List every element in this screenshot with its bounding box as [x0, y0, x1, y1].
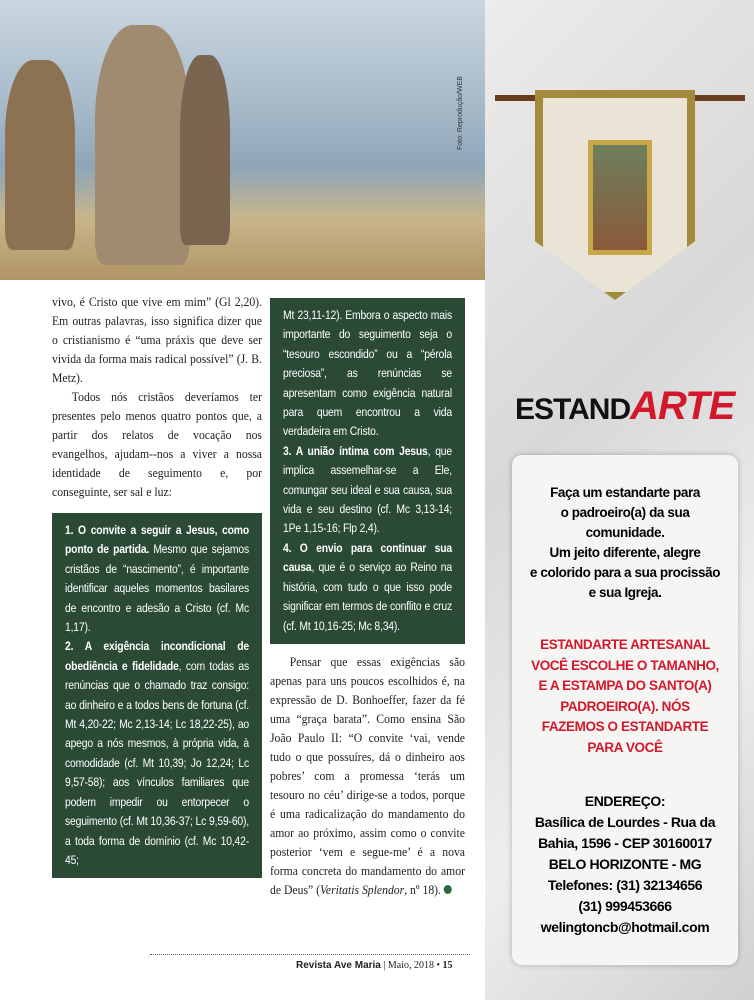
phone: Telefones: (31) 32134656	[547, 877, 703, 893]
address-label: ENDEREÇO:	[584, 793, 666, 809]
point-2-heading: 2. A exigência incondicional de obediência e fidelidade	[65, 639, 249, 673]
logo-part-2: ARTE	[630, 384, 735, 428]
line: Um jeito diferente, alegre	[549, 545, 701, 560]
photo-credit: Foto: Reprodução/WEB	[457, 76, 464, 150]
line: e sua Igreja.	[588, 585, 662, 600]
separator: |	[383, 960, 386, 971]
jesus-disciples-photo	[0, 0, 485, 280]
magazine-name: Revista Ave Maria	[296, 960, 381, 971]
issue-date: Maio, 2018 •	[387, 960, 440, 971]
phone: (31) 999453666	[578, 898, 672, 914]
column-1-text	[52, 292, 262, 501]
estandarte-advertisement	[485, 0, 754, 1000]
line: PARA VOCÊ	[587, 739, 663, 755]
point-2-text: , com todas as renúncias que o chamado traz consigo: ao dinheiro e a todos bens de fortuna (cf. Mt 4,20-22; Mc 2,13-14; Lc 18,22-25), ao apego a nós mesmos, à própria vida, à comodidade (cf. Mt 10,39; Jo 12,24; Lc 9,57-58); aos vínculos familiares que podem impedir ou entorpecer o seguimento (cf. Mt 10,36-37; Lc 9,59-60), a toda forma de domínio (cf. Mc 10,42-45;	[65, 658, 249, 867]
estandarte-logo	[515, 384, 734, 429]
footer-divider	[150, 954, 470, 955]
sidebar-box-2	[270, 298, 465, 644]
point-4-heading: 4. O envio para continuar sua causa	[283, 540, 452, 575]
intro-text	[512, 483, 738, 603]
line: VOCÊ ESCOLHE O TAMANHO,	[531, 657, 719, 673]
page-number: 15	[442, 960, 453, 971]
ad-info-card	[512, 455, 738, 965]
saint-image	[588, 140, 652, 255]
point-1-heading: 1. O convite a seguir a Jesus, como ponto de partida.	[65, 523, 249, 557]
paragraph: vivo, é Cristo que vive em mim” (Gl 2,20). Em outras palavras, isso significa dizer que o cristianismo é “uma práxis que deve ser vivida da forma mais radical possível” (J. B. Metz).	[52, 294, 262, 385]
address-line: Bahia, 1596 - CEP 30160017	[538, 835, 712, 851]
paragraph-text: Pensar que essas exigências são apenas para uns poucos escolhidos é, na expressão de D. Bonhoeffer, fazer da fé uma “graça barata”. Como ensina São João Paulo II: “O convite ‘vai, vende tudo o que possuíres, dá o dinheiro aos pobres’ com a promessa ‘terás um tesouro no céu’ dirige-se a todos, porque é uma radicalização do mandamento do amor ao próximo, assim como o convite posterior ‘vem e segue-me’ é a nova forma concreta do mandamento do amor de Deus” (	[270, 653, 465, 897]
column-2-text	[270, 652, 465, 899]
paragraph-end: , nº 18).	[404, 881, 441, 897]
sidebar-box-1	[52, 513, 262, 878]
point-3-text: , que implica assemelhar-se a Ele, comungar seu ideal e sua causa, sua vida e seu destino (cf. Mc 3,13-14; 1Pe 1,15-16; Flp 2,4).	[283, 443, 452, 536]
line: PADROEIRO(A). NÓS	[560, 698, 690, 714]
column-1	[52, 292, 262, 878]
line: E A ESTAMPA DO SANTO(A)	[538, 678, 712, 693]
line: comunidade.	[585, 525, 665, 540]
address-line: Basílica de Lourdes - Rua da	[534, 814, 716, 830]
point-3-heading: 3. A união íntima com Jesus	[283, 443, 428, 458]
logo-part-1: ESTAND	[515, 393, 631, 426]
address-city: BELO HORIZONTE - MG	[548, 856, 702, 872]
continued-text: Mt 23,11-12). Embora o aspecto mais importante do seguimento seja o “tesouro escondido” ou a “pérola preciosa”, as renúncias se apresentam como exigência natural para quem encontrou a vida verdadeira em Cristo.	[283, 308, 452, 439]
citation: Veritatis Splendor	[320, 881, 405, 897]
point-4-text: , que é o serviço ao Reino na história, com tudo o que isso pode significar em termos de conflito e cruz (cf. Mt 10,16-25; Mc 8,34).	[283, 560, 452, 633]
paragraph: Todos nós cristãos deveríamos ter presentes pelo menos quatro pontos que, a partir dos relatos de vocação nos evangelhos, ajudam--nos a viver a nossa identidade de seguimento e, por conseguinte, ser sal e luz:	[52, 389, 262, 499]
line: e colorido para a sua procissão	[529, 565, 721, 580]
address-block	[512, 791, 738, 938]
point-1-text: Mesmo que sejamos cristãos de “nascimento”, é importante identificar aqueles momentos basilares de encontro e adesão a Cristo (cf. Mc 1,17).	[65, 542, 249, 635]
end-mark-icon	[444, 885, 452, 894]
line: FAZEMOS O ESTANDARTE	[541, 719, 709, 734]
paragraph	[270, 652, 465, 899]
column-2	[270, 298, 465, 899]
email-link[interactable]: welingtoncb@hotmail.com	[540, 919, 710, 935]
page-footer	[296, 960, 452, 971]
line: Faça um estandarte para	[550, 485, 700, 500]
line: o padroeiro(a) da sua	[560, 505, 690, 520]
offer-text	[512, 635, 738, 758]
line: ESTANDARTE ARTESANAL	[540, 637, 710, 652]
